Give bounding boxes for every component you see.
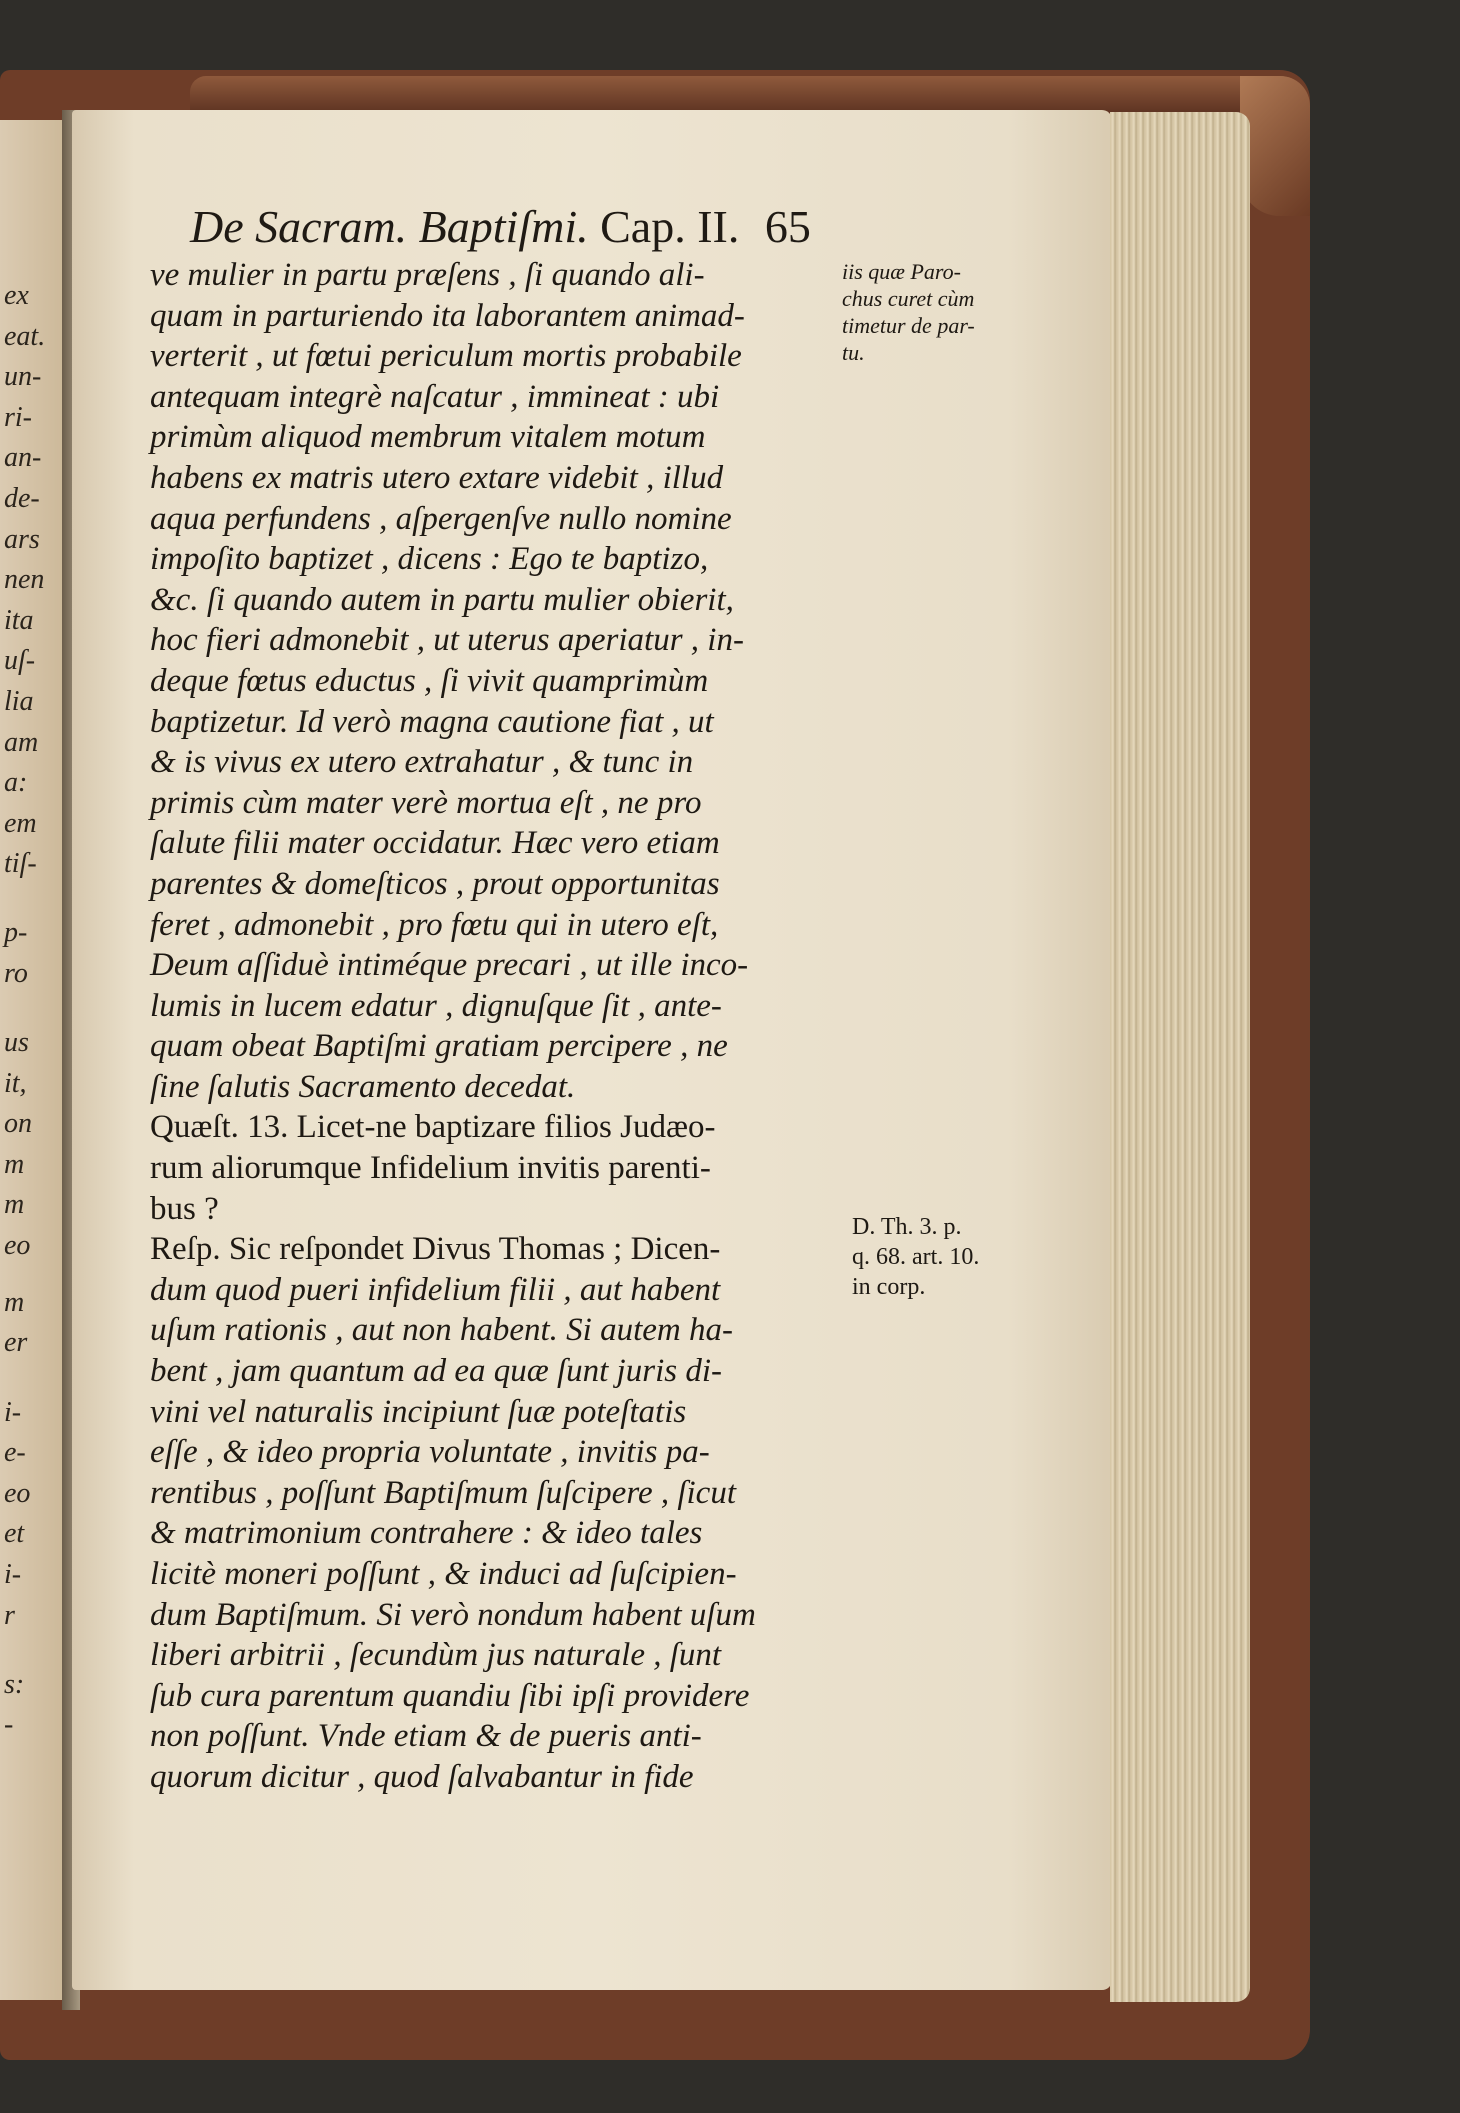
text-line: vini vel naturalis incipiunt ſuæ poteſtatis <box>150 1393 687 1430</box>
text-line: lumis in lucem edatur , dignuſque ſit , ante- <box>150 987 722 1024</box>
margin-note-line: timetur de par- <box>842 313 975 338</box>
text-line: non poſſunt. Vnde etiam & de pueris anti- <box>150 1718 702 1755</box>
running-header <box>190 200 830 260</box>
text-line: habens ex matris utero extare videbit , illud <box>150 459 724 496</box>
left-page-fragment: it, <box>4 1067 27 1099</box>
left-page-fragment: eo <box>4 1477 31 1509</box>
left-page-fragment: eat. <box>4 320 46 352</box>
text-line: parentes & domeſticos , prout opportunitas <box>150 865 720 902</box>
text-line: ſub cura parentum quandiu ſibi ipſi providere <box>150 1677 750 1714</box>
book-spine-corner <box>1240 76 1310 216</box>
text-line: & is vivus ex utero extrahatur , & tunc in <box>150 744 694 781</box>
left-page-fragment: on <box>4 1108 32 1140</box>
left-page-fragment: m <box>4 1286 25 1318</box>
text-line: antequam integrè naſcatur , immineat : ubi <box>150 378 720 415</box>
margin-note-line: chus curet cùm <box>842 286 975 311</box>
left-page-fragment: e- <box>4 1437 26 1469</box>
left-page-fragment: s: <box>4 1668 25 1700</box>
text-line: hoc fieri admonebit , ut uterus aperiatur , in- <box>150 622 744 659</box>
margin-note-line: iis quæ Paro- <box>842 259 961 284</box>
text-line: quorum dicitur , quod ſalvabantur in fide <box>150 1758 694 1795</box>
margin-note-line: in corp. <box>852 1274 926 1300</box>
header-chapter: Cap. II. <box>600 201 740 252</box>
left-page-fragment: - <box>4 1709 14 1741</box>
text-line: ſine ſalutis Sacramento decedat. <box>150 1068 576 1105</box>
left-page-fragment: i- <box>4 1558 22 1590</box>
text-line: licitè moneri poſſunt , & induci ad ſuſcipien- <box>150 1556 737 1592</box>
page-edges <box>1110 112 1250 2002</box>
text-line: verterit , ut fœtui periculum mortis probabile <box>150 338 742 375</box>
left-page-fragment: ex <box>4 280 29 311</box>
text-line: Quæſt. 13. Licet-ne baptizare filios Judæo- <box>150 1109 716 1146</box>
left-page-fragment: m <box>4 1189 25 1221</box>
left-page-fragment: us <box>4 1027 29 1059</box>
text-line: quam in parturiendo ita laborantem animad- <box>150 297 745 334</box>
left-page-fragment: m <box>4 1148 25 1180</box>
text-line: dum Baptiſmum. Si verò nondum habent uſum <box>150 1596 756 1633</box>
text-line: feret , admonebit , pro fœtu qui in utero eſt, <box>150 906 719 943</box>
margin-note-line: tu. <box>842 340 865 365</box>
margin-note-line: D. Th. 3. p. <box>852 1214 962 1240</box>
left-page <box>0 120 70 2000</box>
left-page-fragment: ita <box>4 604 34 636</box>
text-line: impoſito baptizet , dicens : Ego te baptizo, <box>150 541 709 578</box>
text-line: baptizetur. Id verò magna cautione fiat , ut <box>150 703 714 740</box>
margin-note-line: q. 68. art. 10. <box>852 1244 980 1270</box>
header-title: De Sacram. Baptiſmi. <box>190 201 589 252</box>
body-text <box>150 255 840 1798</box>
left-page-fragment: am <box>4 726 39 758</box>
left-page-fragment: tiſ- <box>4 848 37 880</box>
text-line: & matrimonium contrahere : & ideo tales <box>150 1515 703 1552</box>
text-line: bent , jam quantum ad ea quæ ſunt juris di- <box>150 1353 722 1390</box>
text-line: deque fœtus eductus , ſi vivit quamprimùm <box>150 662 709 699</box>
text-line: primùm aliquod membrum vitalem motum <box>150 419 706 456</box>
text-line: ve mulier in partu præſens , ſi quando ali- <box>150 257 705 293</box>
text-line: liberi arbitrii , ſecundùm jus naturale , ſunt <box>150 1637 722 1674</box>
text-line: rum aliorumque Infidelium invitis parenti- <box>150 1150 711 1187</box>
page-number: 65 <box>764 201 811 252</box>
text-line: Reſp. Sic reſpondet Divus Thomas ; Dicen- <box>150 1231 721 1268</box>
margin-note-parochus <box>842 258 975 366</box>
text-line: eſſe , & ideo propria voluntate , invitis pa- <box>150 1434 710 1471</box>
text-line: Deum aſſiduè intiméque precari , ut ille inco- <box>150 947 749 984</box>
left-page-fragment: ro <box>4 958 28 990</box>
left-page-fragment: r <box>4 1599 15 1631</box>
left-page-fragment: et <box>4 1518 25 1550</box>
left-page-fragment: a: <box>4 767 28 799</box>
left-page-fragment: lia <box>4 686 34 717</box>
text-line: uſum rationis , aut non habent. Si autem ha- <box>150 1312 733 1349</box>
text-line: bus ? <box>150 1190 219 1227</box>
left-page-fragment: ars <box>4 523 40 555</box>
left-page-fragment: un- <box>4 361 42 393</box>
text-line: primis cùm mater verè mortua eſt , ne pro <box>150 784 702 821</box>
left-page-fragment: em <box>4 807 37 839</box>
text-line: aqua perfundens , aſpergenſve nullo nomine <box>150 500 732 537</box>
text-line: ſalute filii mater occidatur. Hæc vero etiam <box>150 825 720 862</box>
text-line: quam obeat Baptiſmi gratiam percipere , ne <box>150 1028 728 1065</box>
margin-note-reference <box>852 1212 979 1302</box>
left-page-fragment: de- <box>4 483 40 514</box>
text-line: &c. ſi quando autem in partu mulier obierit, <box>150 581 734 618</box>
left-page-fragment: ri- <box>4 401 32 433</box>
left-page-fragment: nen <box>4 564 45 596</box>
left-page-fragment: uſ- <box>4 645 36 677</box>
left-page-fragment: eo <box>4 1230 31 1262</box>
text-line: dum quod pueri infidelium filii , aut habent <box>150 1271 721 1308</box>
left-page-fragment: an- <box>4 442 42 474</box>
left-page-fragment: i- <box>4 1396 22 1428</box>
text-line: rentibus , poſſunt Baptiſmum ſuſcipere , ſicut <box>150 1474 736 1511</box>
left-page-fragment: p- <box>4 917 28 949</box>
left-page-fragment: er <box>4 1327 28 1359</box>
